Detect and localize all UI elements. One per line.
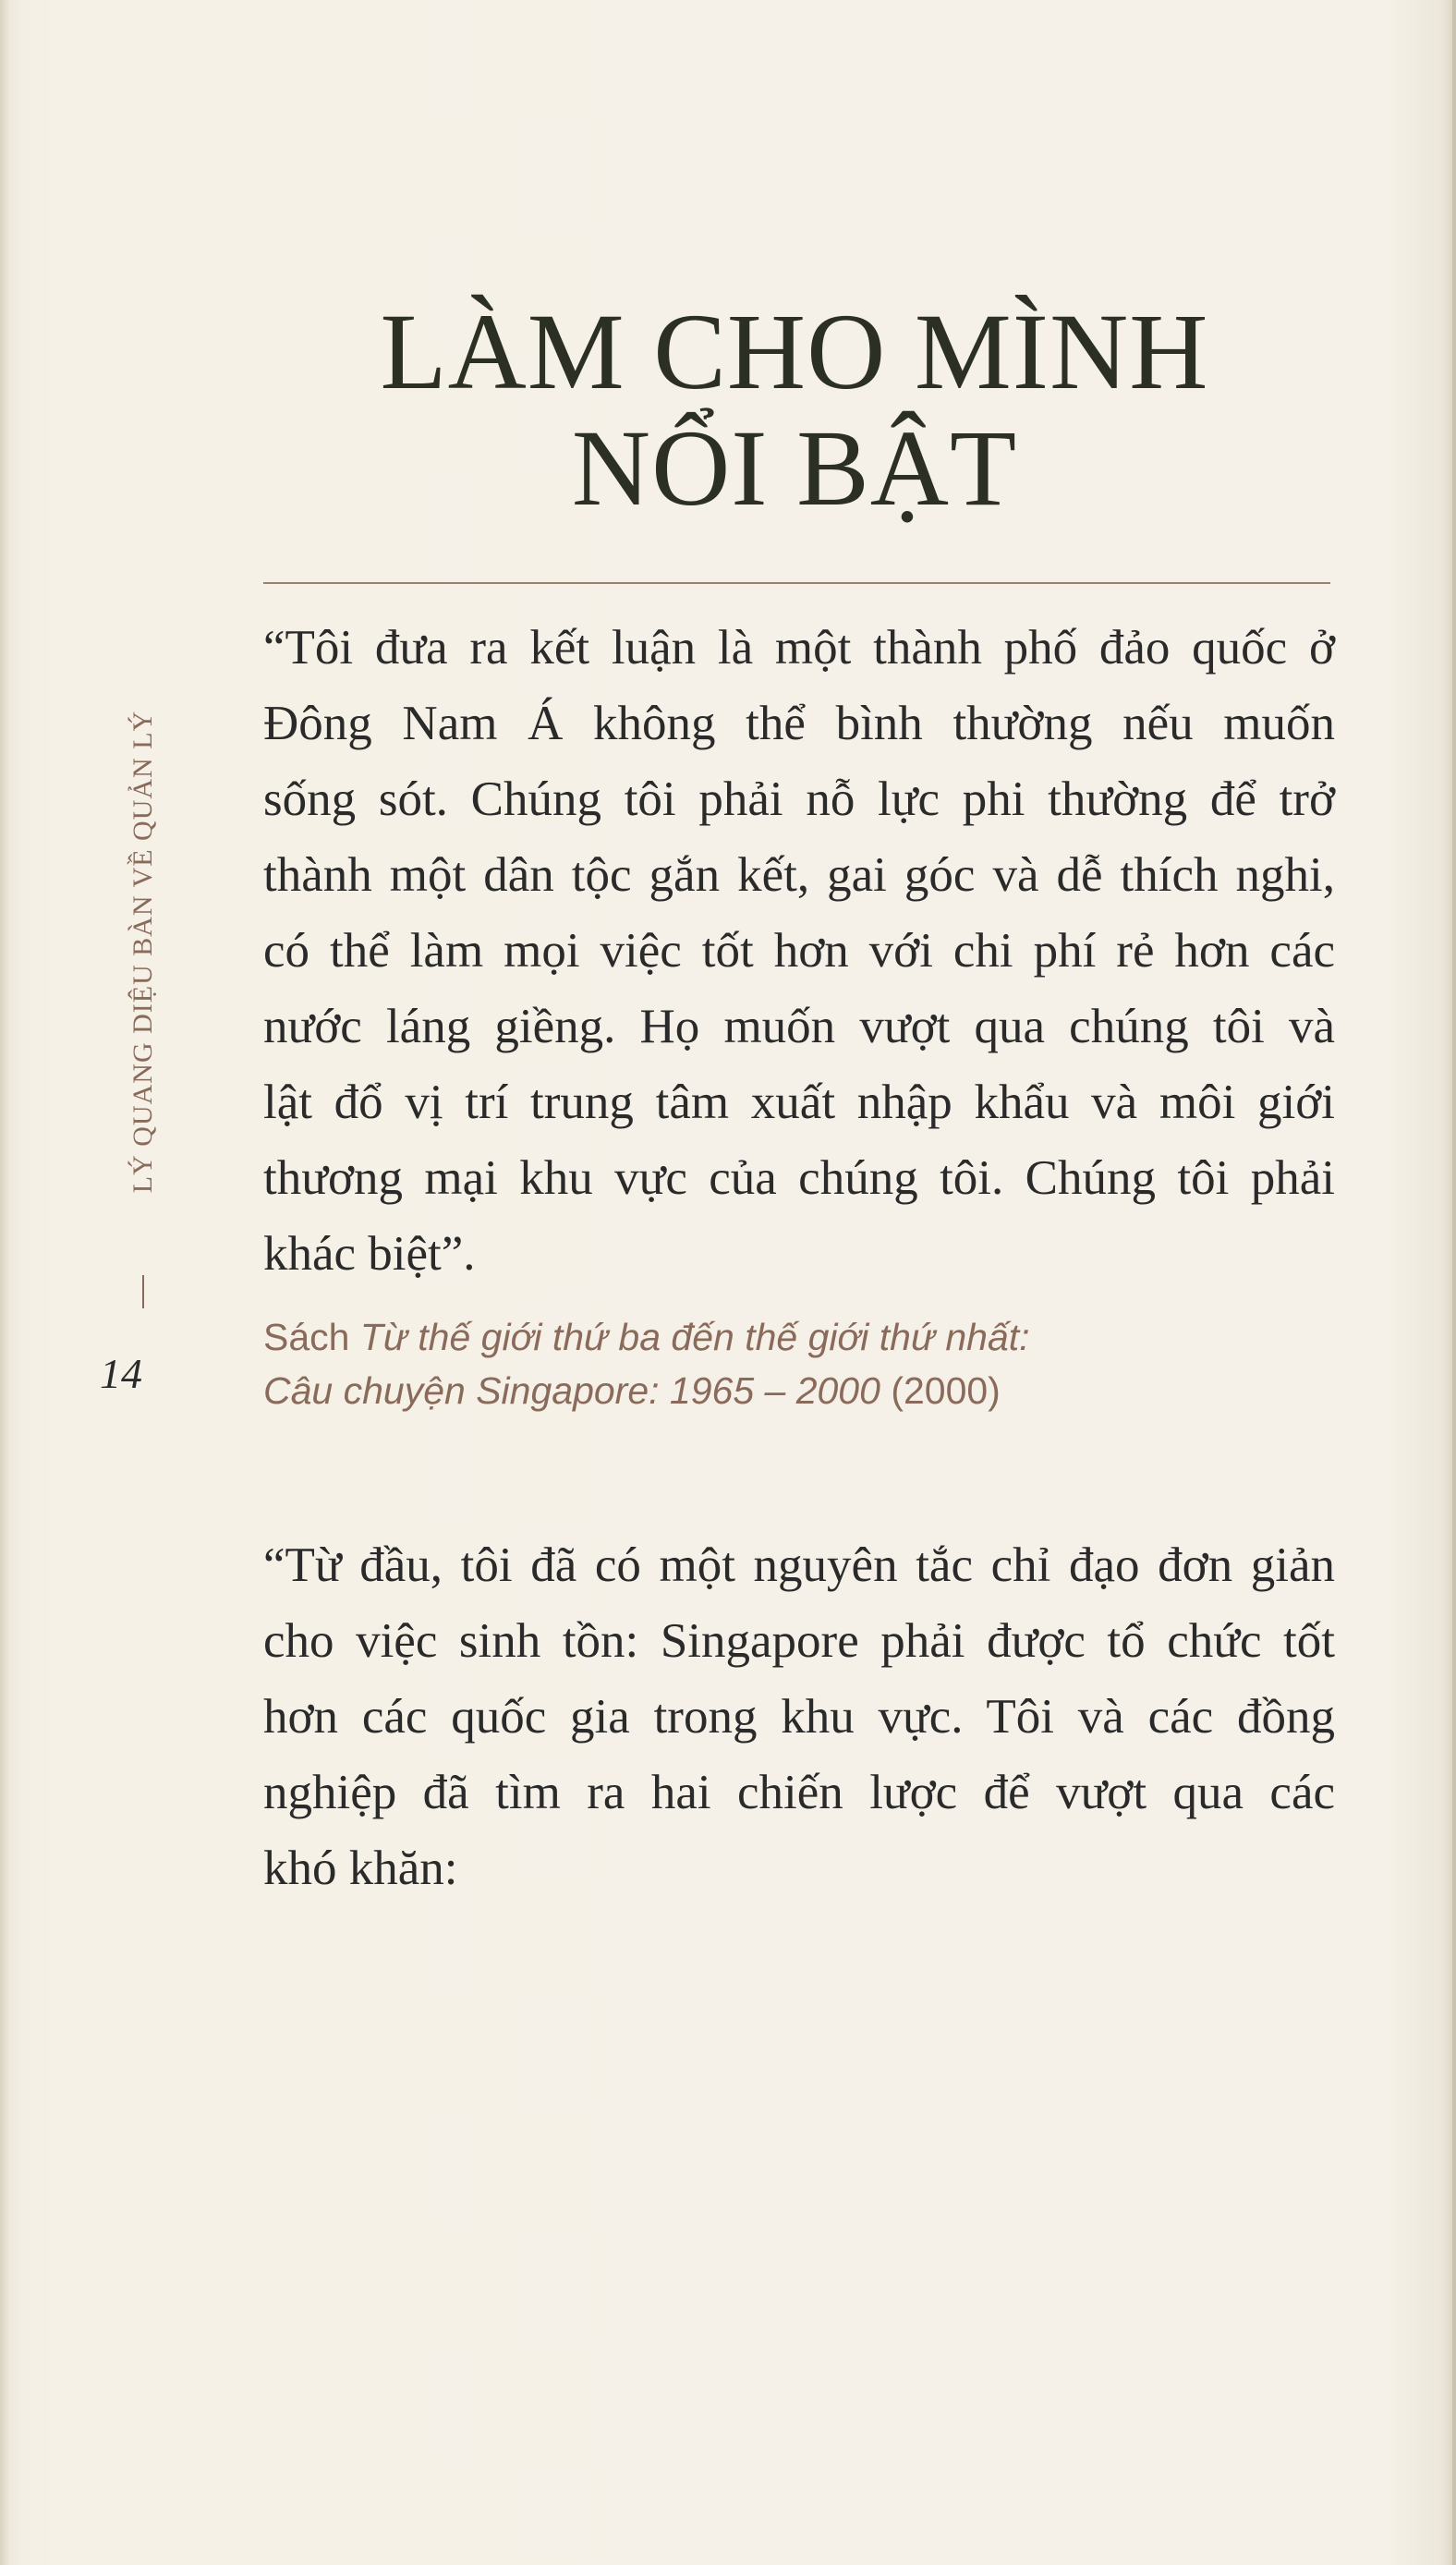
- page-number: 14: [100, 1350, 142, 1397]
- page-gutter: [0, 0, 9, 2565]
- quote-line: thương mại khu vực của chúng tôi. Chúng tôi phải: [263, 1151, 1335, 1205]
- source-book-title-1: Từ thế giới thứ ba đến thế giới thứ nhất:: [359, 1316, 1030, 1358]
- quote-line: Đông Nam Á không thể bình thường nếu muốn: [263, 697, 1335, 750]
- quote-line: nghiệp đã tìm ra hai chiến lược để vượt qua các: [263, 1766, 1335, 1819]
- source-book-title-2: Câu chuyện Singapore: 1965 – 2000: [263, 1369, 880, 1412]
- chapter-title-line-2: NỔI BẬT: [571, 407, 1018, 529]
- quote-paragraph-2: [263, 1527, 1335, 1906]
- title-divider: [263, 582, 1330, 584]
- quote-line: thành một dân tộc gắn kết, gai góc và dễ thích nghi,: [263, 848, 1335, 902]
- source-line-2: [263, 1364, 1335, 1417]
- page-edge: [1452, 0, 1456, 2565]
- quote-line: cho việc sinh tồn: Singapore phải được tổ chức tốt: [263, 1614, 1335, 1668]
- running-head-text: LÝ QUANG DIỆU BÀN VỀ QUẢN LÝ: [127, 710, 158, 1194]
- quote-line: nước láng giềng. Họ muốn vượt qua chúng tôi và: [263, 1000, 1335, 1053]
- quote-line: hơn các quốc gia trong khu vực. Tôi và các đồng: [263, 1690, 1335, 1744]
- quote-line: “Tôi đưa ra kết luận là một thành phố đảo quốc ở: [263, 621, 1335, 675]
- running-head-divider: [142, 1275, 144, 1308]
- quote-line: khó khăn:: [263, 1842, 458, 1895]
- source-line-1: [263, 1310, 1335, 1364]
- quote-line: lật đổ vị trí trung tâm xuất nhập khẩu và môi giới: [263, 1076, 1335, 1129]
- quote-source: [263, 1310, 1335, 1417]
- quote-line: “Từ đầu, tôi đã có một nguyên tắc chỉ đạo đơn giản: [263, 1538, 1335, 1592]
- source-year: (2000): [880, 1369, 1001, 1412]
- quote-line: khác biệt”.: [263, 1227, 476, 1281]
- quote-line: sống sót. Chúng tôi phải nỗ lực phi thường để trở: [263, 772, 1335, 826]
- chapter-title-line-1: LÀM CHO MÌNH: [380, 291, 1209, 412]
- source-prefix: Sách: [263, 1316, 360, 1358]
- quote-line: có thể làm mọi việc tốt hơn với chi phí rẻ hơn các: [263, 924, 1335, 978]
- quote-paragraph-1: [263, 610, 1335, 1292]
